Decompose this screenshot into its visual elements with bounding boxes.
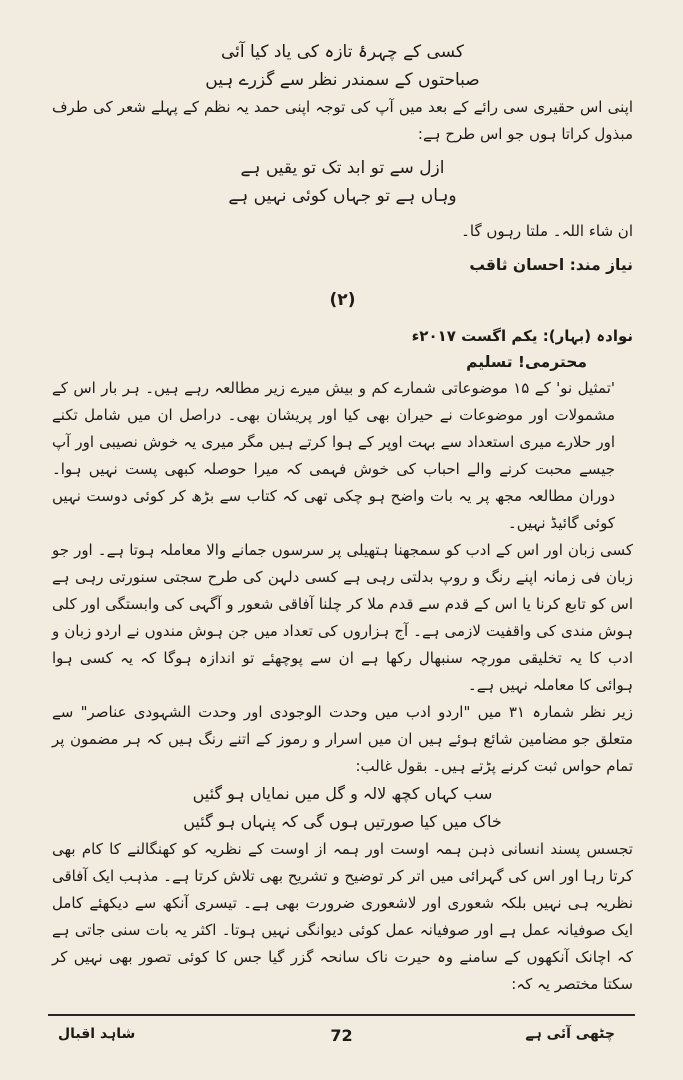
final-paragraph: تجسس پسند انسانی ذہن ہمہ اوست اور ہمہ از اوست کے نظریہ کو کھنگالنے کا کام بھی کرتا رہا اور اس کی گہرائی میں اتر کر توضیح و تشریح بھی تلاش کرتا ہے۔ مذہب ایک آفاقی نظریہ ہی نہیں بلکہ شعوری اور لاشعوری ضرورت بھی ہے۔ تیسری آنکھ سے دیکھئے کامل ایک صوفیانہ عمل ہے اور صوفیانہ عمل کوئی دیوانگی نہیں ہوتا۔ اکثر یہ بات سنی جاتی ہے کہ اچانک آنکھوں کے سامنے وہ حیرت ناک سانحہ گزر گیا جس کا کوئی تصور بھی نہیں کر سکتا مختصر یہ کہ: — [52, 840, 633, 993]
verse-line: سب کہاں کچھ لالہ و گل میں نمایاں ہو گئیں — [192, 784, 493, 803]
verse-line: کسی کے چہرۂ تازہ کی یاد کیا آئی — [221, 42, 464, 62]
footer-book-title: چٹھی آئی ہے — [525, 1026, 615, 1042]
letter-paragraph: زیر نظر شمارہ ۳۱ میں "اردو ادب میں وحدت الوجودی اور وحدت الشہودی عناصر" سے متعلق جو مضامین شائع ہوئے ہیں ان میں اسرار و رموز کے اتنے رنگ ہیں کہ ہر مضمون پر تمام حواس ثبت کرنے پڑتے ہیں۔ بقول غالب: — [52, 703, 633, 775]
location-date: نوادہ (بہار): یکم اگست ۲۰۱۷ء — [411, 327, 633, 345]
verse-line: ازل سے تو ابد تک تو یقیں ہے — [240, 158, 445, 178]
salutation: محترمی! تسلیم — [466, 353, 587, 371]
verse-line: وہاں ہے تو جہاں کوئی نہیں ہے — [228, 186, 457, 206]
verse-line: صباحتوں کے سمندر نظر سے گزرے ہیں — [205, 70, 480, 90]
letter-paragraph: کسی زبان اور اس کے ادب کو سمجھنا ہتھیلی پر سرسوں جمانے والا معاملہ ہوتا ہے۔ اور جو زبان فی زمانہ اپنے رنگ و روپ بدلتی رہی ہے کسی دلہن کی طرح سجتی سنورتی رہی ہے اس کو تابع کرنا یا اس کے قدم سے قدم ملا کر چلنا آفاقی شعور و آگہی کی وابستگی اور کلی ہوش مندی کی واقفیت لازمی ہے۔ آج ہزاروں کی تعداد میں جن ہوش مندوں نے اردو زبان و ادب کا یہ تخلیقی مورچہ سنبھال رکھا ہے ان سے پوچھئے تو اندازہ ہوگا کہ یہ کسی ہوا ہوائی کا معاملہ نہیں ہے۔ — [52, 541, 633, 694]
verse-line: خاک میں کیا صورتیں ہوں گی کہ پنہاں ہو گئیں — [183, 812, 502, 831]
page-number: 72 — [330, 1026, 353, 1045]
verse-block-1 — [52, 38, 633, 94]
verse-block-3 — [52, 780, 633, 836]
footer-author: شاہد اقبال — [58, 1026, 136, 1042]
closing-line: ان شاء اللہ۔ ملتا رہوں گا۔ — [461, 222, 633, 240]
signature: نیاز مند: احسان ثاقب — [469, 256, 633, 274]
verse-block-2 — [52, 154, 633, 210]
page-footer — [48, 1014, 635, 1056]
section-number: (۲) — [329, 290, 356, 310]
intro-paragraph: اپنی اس حقیری سی رائے کے بعد میں آپ کی توجہ اپنی حمد یہ نظم کے پہلے شعر کی طرف مبذول کراتا ہوں جو اس طرح ہے: — [52, 98, 633, 143]
letter-paragraph: 'تمثیل نو' کے ۱۵ موضوعاتی شمارے کم و بیش میرے زیر مطالعہ رہے ہیں۔ ہر بار اس کے مشمولات اور موضوعات نے حیران بھی کیا اور پریشان بھی۔ دراصل ان میں شامل تکنے اور حلارے میری استعداد سے بہت اوپر کے ہوا کرتے ہیں مگر میری یہ خوش نصیبی اور آپ جیسے محبت کرنے والے احباب کی خوش فہمی کہ میرا حوصلہ کبھی پست نہیں ہوا۔ دوران مطالعہ مجھ پر یہ بات واضح ہو چکی تھی کہ کتاب سے بڑھ کر کوئی دوست نہیں کوئی گائیڈ نہیں۔ — [52, 379, 616, 532]
